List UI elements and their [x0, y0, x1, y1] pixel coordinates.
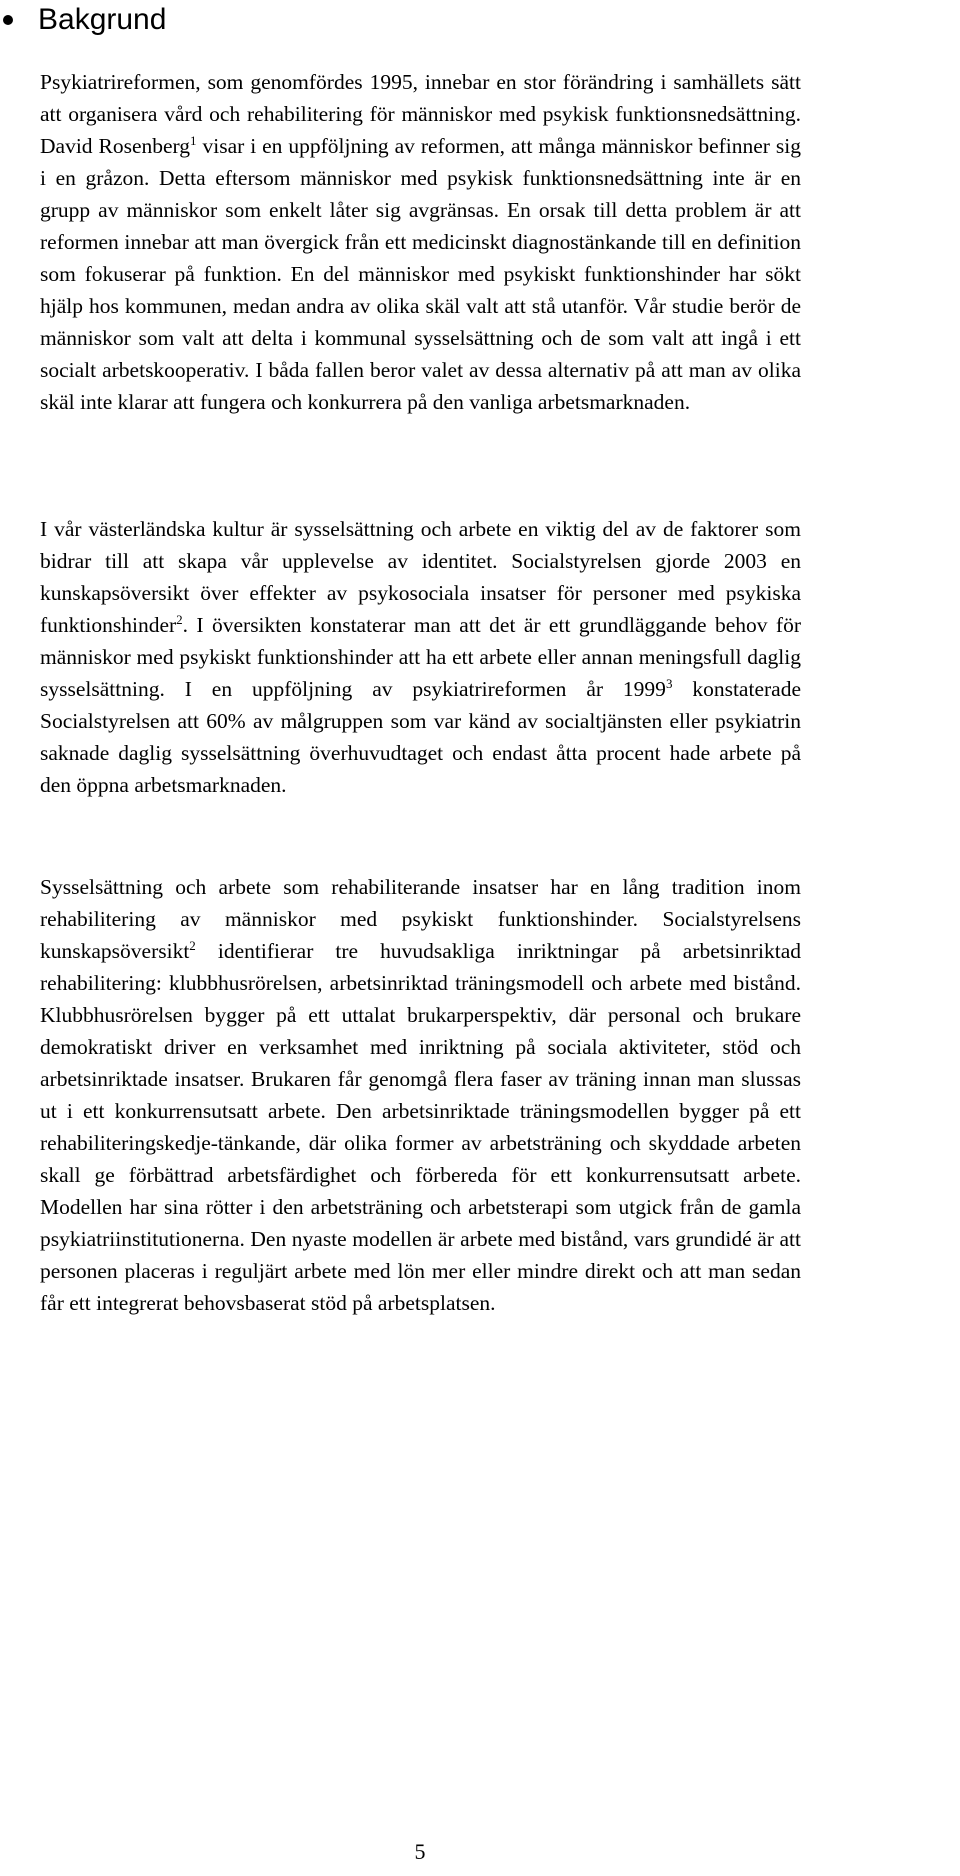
paragraph-text: Psykiatrireformen, som genomfördes 1995, innebar en stor förändring i samhällets sätt att organisera vård och rehabilitering för människor med psykisk funktionsnedsättning. David Rosenberg: [40, 70, 801, 158]
paragraph-reform: [40, 66, 801, 418]
footnote-ref: 1: [190, 132, 197, 148]
paragraph-rehabilitation-models: [40, 871, 801, 1319]
bullet-icon: [3, 15, 13, 25]
paragraph-text: konstaterade Socialstyrelsen att 60% av målgruppen som var känd av socialtjänsten eller psykiatrin saknade daglig sysselsättning överhuvudtaget och endast åtta procent hade arbete på den öppna arbetsmarknaden.: [40, 677, 801, 797]
paragraph-employment-identity: [40, 513, 801, 801]
section-heading: [0, 0, 166, 40]
section-title: Bakgrund: [38, 3, 167, 36]
paragraph-text: I vår västerländska kultur är sysselsättning och arbete en viktig del av de faktorer som bidrar till att skapa vår upplevelse av identitet. Socialstyrelsen gjorde 2003 en kunskapsöversikt över effekter av psykosociala insatser för personer med psykiska funktionshinder: [40, 517, 801, 637]
paragraph-text: . I översikten konstaterar man att det är ett grundläggande behov för människor med psykiskt funktionshinder att ha ett arbete eller annan meningsfull daglig sysselsättning. I en uppföljning av psykiatrireformen år 1999: [40, 613, 801, 701]
footnote-ref: 3: [665, 675, 673, 691]
paragraph-text: visar i en uppföljning av reformen, att många människor befinner sig i en gråzon. Detta eftersom människor med psykisk funktionsnedsättning inte är en grupp av människor som enkelt låter sig avgränsas. En orsak till detta problem är att reformen innebar att man övergick från ett medicinskt diagnostänkande till en definition som fokuserar på funktion. En del människor med psykiskt funktionshinder har sökt hjälp hos kommunen, medan andra av olika skäl valt att stå utanför. Vår studie berör de människor som valt att delta i kommunal sysselsättning och de som valt att ingå i ett socialt arbetskooperativ. I båda fallen beror valet av dessa alternativ på att man av olika skäl inte klarar att fungera och konkurrera på den vanliga arbetsmarknaden.: [40, 134, 801, 414]
paragraph-text: identifierar tre huvudsakliga inriktningar på arbetsinriktad rehabilitering: klubbhusrörelsen, arbetsinriktad träningsmodell och arbete med bistånd. Klubbhusrörelsen bygger på ett uttalat brukarperspektiv, där personal och brukare demokratiskt driver en verksamhet med inriktning på sociala aktiviteter, stöd och arbetsinriktade insatser. Brukaren får genomgå flera faser av träning innan man slussas ut i ett konkurrensutsatt arbete. Den arbetsinriktade träningsmodellen bygger på ett rehabiliteringskedje-tänkande, där olika former av arbetsträning och skyddade arbeten skall ge förbättrad arbetsfärdighet och förbereda för ett konkurrensutsatt arbete. Modellen har sina rötter i den arbetsträning och arbetsterapi som utgick från de gamla psykiatriinstitutionerna. Den nyaste modellen är arbete med bistånd, vars grundidé är att personen placeras i reguljärt arbete med lön mer eller mindre direkt och att man sedan får ett integrerat behovsbaserat stöd på arbetsplatsen.: [40, 939, 801, 1315]
footnote-ref: 2: [176, 611, 183, 627]
paragraph-text: Sysselsättning och arbete som rehabiliterande insatser har en lång tradition inom rehabilitering av människor med psykiskt funktionshinder. Socialstyrelsens kunskapsöversikt: [40, 875, 801, 963]
footnote-ref: 2: [189, 937, 196, 953]
page-number: 5: [414, 1839, 426, 1864]
